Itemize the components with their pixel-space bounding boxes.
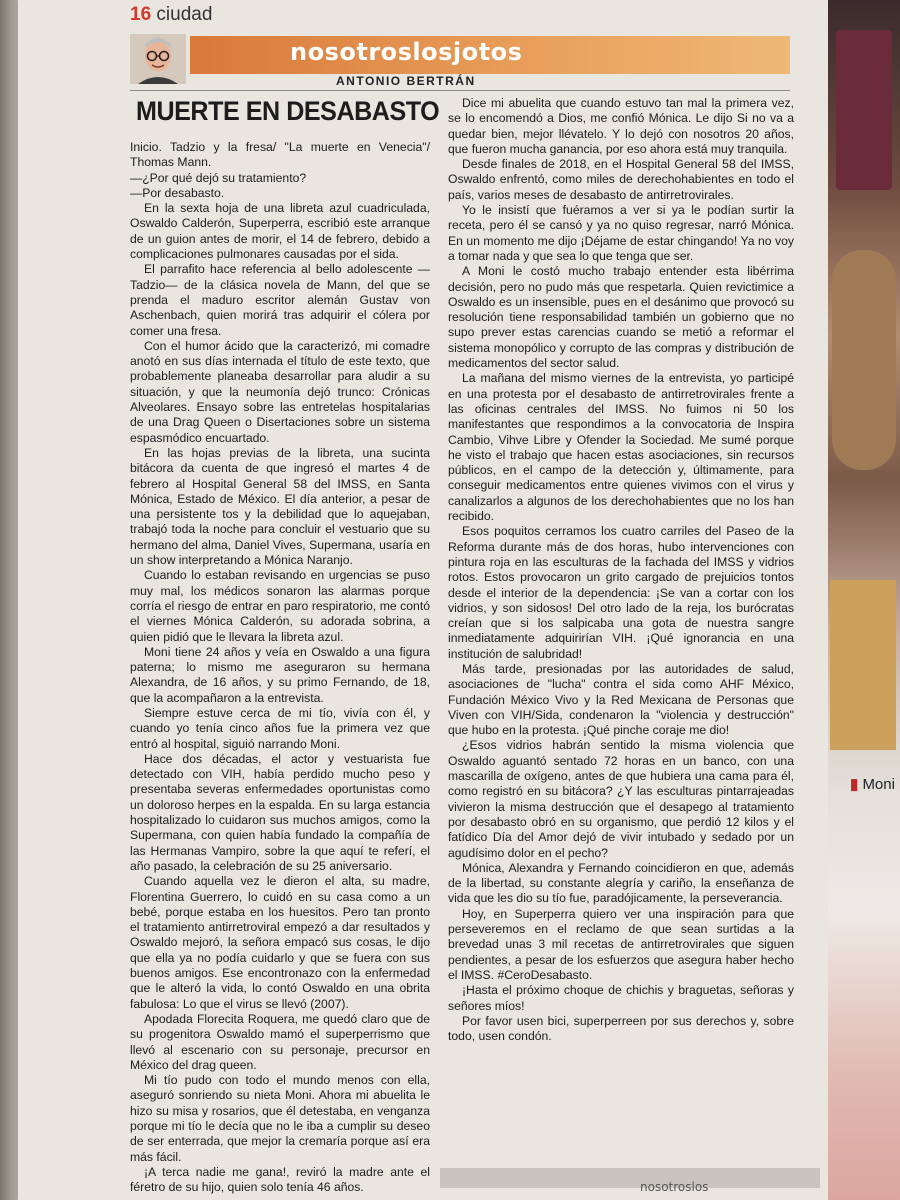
photo-detail (832, 250, 896, 470)
photo-caption: ▮ Moni (850, 776, 895, 793)
article-paragraph: Inicio. Tadzio y la fresa/ "La muerte en Venecia"/ Thomas Mann. (130, 140, 430, 170)
article-paragraph: Más tarde, presionadas por las autoridades de salud, asociaciones de "lucha" contra el sida como AHF México, Fundación México Vivo y la Red Mexicana de Personas que Viven con VIH/Sida, condenaron la "violencia y destrucción" que hubo en la protesta. ¡Qué pinche coraje me dio! (448, 661, 794, 738)
article-paragraph: En la sexta hoja de una libreta azul cuadriculada, Oswaldo Calderón, Superperra, escribió este arranque de un guion antes de morir, el 14 de febrero, debido a complicaciones pulmonares causadas por el sida. (130, 201, 430, 262)
footer-text: nosotroslos (640, 1180, 709, 1194)
article-paragraph: Cuando aquella vez le dieron el alta, su madre, Florentina Guerrero, lo cuidó en su casa como a un bebé, porque estaba en los huesitos. Pero tan pronto el tratamiento antirretroviral empezó a dar resultados y Oswaldo mejoró, la señora empacó sus cosas, le dijo que ella ya no podía cuidarlo y que se fuera con sus buenos amigos. Ese encontronazo con la enfermedad que le alteró la vida, lo contó Oswaldo en una obrita fabulosa: Lo que el virus se llevó (2007). (130, 874, 430, 1011)
article-paragraph: Esos poquitos cerramos los cuatro carriles del Paseo de la Reforma durante más de dos horas, hubo intervenciones con pintura roja en las esculturas de la fachada del IMSS y vidrios rotos. Estos provocaron un grito cargado de prejuicios tontos desde el interior de la dependencia: ¡Se van a cortar con los vidrios, y son sidosos! Del otro lado de la reja, los burócratas creían que si los salpicaba una gota de nuestra sangre inmediatamente adquirirían VIH. ¡Qué ignorancia en una institución de salubridad! (448, 524, 794, 661)
article-paragraph: Hace dos décadas, el actor y vestuarista fue detectado con VIH, había perdido mucho peso y presentaba severas enfermedades oportunistas como un doloroso herpes en la espalda. En su larga estancia hospitalizado lo cuidaron sus muchos amigos, como la Supermana, con quien había fundado la compañía de las Hermanas Vampiro, sobre la que aquí te referí, el año pasado, la celebración de su 25 aniversario. (130, 751, 430, 873)
footer-bar (440, 1168, 820, 1188)
article-paragraph: ¿Esos vidrios habrán sentido la misma violencia que Oswaldo aguantó sentado 72 horas en un banco, con una mascarilla de oxígeno, antes de que hubiera una cama para él, como registró en su bitácora? ¿Y las esculturas pintarrajeadas vivieron la misma destrucción que el desapego al tratamiento por desabasto obró en su organismo, que perdió 12 kilos y el fatídico Día del Amor dejó de vivir intubado y sedado por un agudísimo dolor en el pecho? (448, 738, 794, 860)
article-paragraph: ¡A terca nadie me gana!, reviró la madre ante el féretro de su hijo, quien solo tenía 46 años. (130, 1164, 430, 1195)
page-folio (130, 4, 212, 26)
article-paragraph: Desde finales de 2018, en el Hospital General 58 del IMSS, Oswaldo enfrentó, como miles de derechohabientes en todo el país, varios meses de desabasto de antirretrovirales. (448, 157, 794, 202)
article-headline: MUERTE EN DESABASTO (136, 96, 440, 126)
article-paragraph: Mónica, Alexandra y Fernando coincidieron en que, además de la libertad, su constante alegría y cariño, la enseñanza de vida que les dio su tío fue, paradójicamente, la perseverancia. (448, 860, 794, 906)
article-paragraph: Siempre estuve cerca de mi tío, vivía con él, y cuando yo tenía cinco años fue la primera vez que entró al hospital, siguió narrando Moni. (130, 705, 430, 751)
photo-detail (836, 30, 892, 190)
article-paragraph: Hoy, en Superperra quiero ver una inspiración para que perseveremos en el reclamo de que sean surtidas a la brevedad unas 3 mil recetas de antirretrovirales que siguen pendientes, a pesar de los esfuerzos que asegura haber hecho el IMSS. #CeroDesabasto. (448, 906, 794, 982)
article-paragraph: Cuando lo estaban revisando en urgencias se puso muy mal, los médicos sonaron las alarmas porque corría el riesgo de entrar en paro respiratorio, me contó el viernes Mónica Calderón, su adorada sobrina, a quien pidió que le llevara la libreta azul. (130, 568, 430, 644)
column-name: nosotroslosjotos (290, 38, 523, 66)
article-paragraph: ¡Hasta el próximo choque de chichis y braguetas, señoras y señores míos! (448, 983, 794, 1013)
page-number: 16 (130, 4, 152, 25)
author-photo (130, 34, 186, 84)
article-paragraph: Moni tiene 24 años y veía en Oswaldo a una figura paterna; lo mismo me aseguraron su hermana Alexandra, de 16 años, y su primo Fernando, de 18, que la acompañaron a la entrevista. (130, 644, 430, 705)
article-paragraph: Por favor usen bici, superperreen por sus derechos y, sobre todo, usen condón. (448, 1013, 794, 1044)
article-paragraph: Yo le insistí que fuéramos a ver si ya le podían surtir la receta, pero él se cansó y ya no quiso regresar, narró Mónica. En un momento me dijo ¡Déjame de estar chingando! Ya no voy a tomar nada y que sea lo que tenga que ser. (448, 203, 794, 263)
column-banner (190, 36, 790, 74)
caption-text: Moni (862, 776, 895, 793)
page-shadow (0, 0, 18, 1200)
article-paragraph: En las hojas previas de la libreta, una sucinta bitácora da cuenta de que ingresó el martes 4 de febrero al Hospital General 58 del IMSS, en Santa Mónica, Estado de México. El día anterior, a pesar de una persistente tos y la debilidad que lo aquejaban, trabajó toda la noche para concluir el vestuario que su hermano del alma, Daniel Vives, Supermana, usaría en un show interpretando a Mónica Naranjo. (130, 445, 430, 568)
article-paragraph: Apodada Florecita Roquera, me quedó claro que de su progenitora Oswaldo mamó el superperrismo que llevó al escenario con su personaje, precursor en México del drag queen. (130, 1011, 430, 1072)
article-paragraph: A Moni le costó mucho trabajo entender esta libérrima decisión, pero no pudo más que respetarla. Quien revictimice a Oswaldo es un insensible, pues en el desánimo que provocó su resolución tiene responsabilidad también un gobierno que no supo prever estas carencias cuando se metió a reformar el sistema monopólico y corrupto de las compras y distribución de medicamentos del sector salud. (448, 264, 794, 371)
section-name: ciudad (156, 4, 213, 25)
article-column-2 (448, 96, 794, 1044)
article-paragraph: —¿Por qué dejó su tratamiento? (130, 170, 307, 185)
article-paragraph: La mañana del mismo viernes de la entrevista, yo participé en una protesta por el desabasto de antirretrovirales frente a las oficinas centrales del IMSS. No fuimos ni 50 los manifestantes que respondimos a la convocatoria de Inspira Cambio, Vihve Libre y Ofender la Sociedad. Me sumé porque he visto el trabajo que hacen estas asociaciones, sin recursos públicos, en el campo de la detección y, últimamente, para conseguir medicamentos entre quienes vivimos con el virus y canalizarlos a algunos de los derechohabientes que no los han recibido. (448, 371, 794, 524)
article-paragraph: Dice mi abuelita que cuando estuvo tan mal la primera vez, se lo encomendó a Dios, me confió Mónica. Le dijo Si no va a quedar bien, mejor llévatelo. Y lo dejó con nosotros 20 años, que fueron mucha ganancia, por eso ahora está muy tranquila. (448, 96, 794, 156)
article-paragraph: —Por desabasto. (130, 185, 225, 200)
author-photo-icon (130, 34, 186, 84)
article-paragraph: El parrafito hace referencia al bello adolescente —Tadzio— de la clásica novela de Mann, del que se prenda el maduro escritor alemán Gustav von Aschenbach, quien morirá tras adquirir el cólera por comer una fresa. (130, 262, 430, 338)
header-rule (130, 90, 790, 91)
article-paragraph: Con el humor ácido que la caracterizó, mi comadre anotó en sus días internada el título de este texto, que probablemente planeaba desarrollar para aludir a su situación, y que la neumonía dejó trunco: Crónicas Alveolares. Ensayo sobre las entretelas hospitalarias de una Drag Queen o Disertaciones sobre un sistema espasmódico encuartado. (130, 338, 430, 445)
author-byline: ANTONIO BERTRÁN (336, 74, 476, 88)
photo-detail (830, 580, 896, 750)
article-column-1 (130, 140, 430, 1195)
article-paragraph: Mi tío pudo con todo el mundo menos con ella, aseguró sonriendo su nieta Moni. Ahora mi abuelita le hizo su misa y rosarios, que él detestaba, en venganza porque mi tío le decía que no le iba a cumplir su deseo de ser enterrada, que mejor la cremaría porque así era más fácil. (130, 1073, 430, 1164)
